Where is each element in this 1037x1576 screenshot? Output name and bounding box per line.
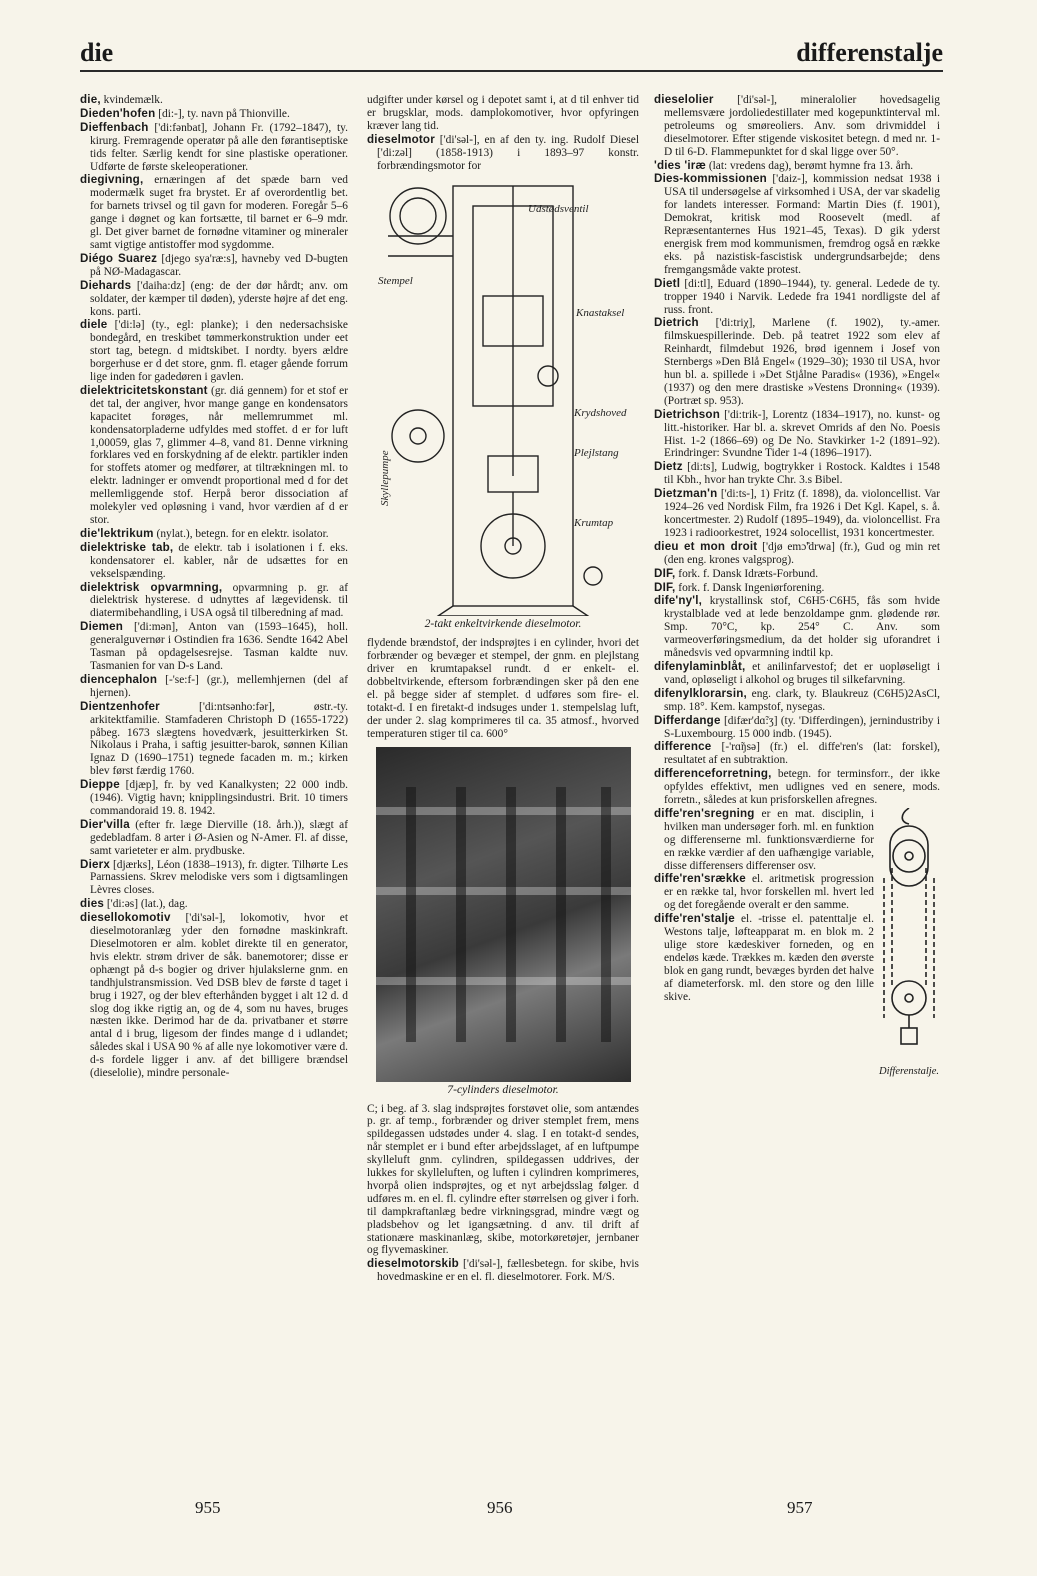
entry <box>654 582 940 595</box>
entry <box>80 912 348 1080</box>
headword: Diégo Suarez <box>80 251 158 265</box>
headword: dielektriske tab, <box>80 540 174 554</box>
entry <box>654 94 940 159</box>
entry <box>80 819 348 858</box>
headword: Dieden'hofen <box>80 106 156 120</box>
entry-body: (nylat.), betegn. for en elektr. isolator. <box>153 527 329 540</box>
headword: diffe'ren'stalje <box>654 912 735 926</box>
entry-body: [di:tl], Eduard (1890–1944), ty. general. Ledede de ty. tropper 1940 i Narvik. Ledede fra 1941 nordligste del af russ. front. <box>664 277 940 316</box>
entry <box>654 173 940 276</box>
entry-body: ['di:əs] (lat.), dag. <box>104 898 188 911</box>
entry-dieselmotorskib <box>367 1258 639 1284</box>
column-955 <box>80 94 348 1480</box>
headword: differenceforretning, <box>654 767 772 781</box>
entry-body: [djærks], Léon (1838–1913), fr. digter. Tilhørte Les Parnassiens. Skrev melodiske vers som i digtsamlingen Lèvres closes. <box>90 858 348 897</box>
entry-body: er en mat. disciplin, i hvilken man undersøger forh. ml. en funktion og differenserne ml. funktionsværdierne for en række værdier af den uafhængige variable, disse differensers differenser osv. <box>664 807 874 872</box>
entry <box>80 674 348 700</box>
figure-caption: Differenstalje. <box>879 1066 939 1078</box>
entry <box>80 542 348 581</box>
entry <box>80 701 348 778</box>
headword: dies <box>80 897 104 911</box>
entry <box>80 122 348 174</box>
entry-body: ['di:triχ], Marlene (f. 1902), ty.-amer. filmskuespillerinde. Deb. på teatret 1922 som elev af Reinhardt, filmdebut 1926, brød igennem i Josef von Sternbergs »Den Blå Engel« (1929–30); 1930 til USA, hvor hun bl. a. spillede i »Det Stjålne Paradis« (1936), »Engel« (1937) og den mere drastiske »Vestens Dronning« (1939). (Portræt sp. 953). <box>664 317 940 407</box>
entry <box>80 859 348 898</box>
headword: die'lektrikum <box>80 526 154 540</box>
headword: dife'ny'l, <box>654 594 703 608</box>
headword: Dietzman'n <box>654 487 718 501</box>
entry-body: [djæp], fr. by ved Kanalkysten; 22 000 indb. (1946). Vigtig havn; knipplingsindustri. Brit. 10 timers commandoraid 19. 8. 1942. <box>90 779 348 817</box>
entry-body: kvindemælk. <box>100 94 163 106</box>
label-plejlstang: Plejlstang <box>574 447 619 460</box>
entry <box>654 461 940 487</box>
entry-body: krystallinsk stof, C6H5·C6H5, fås som hvide krystalblade ved at lede benzoldampe gnm. glødende rør. Smp. 70°C, kp. 254° C. Anv. som varmeoverføringsmedium, da det holder sig uforandret i månedsvis ved opvarmning indtil kp. <box>664 595 940 660</box>
entry-body: betegn. for terminsforr., der ikke opfyldes effektivt, men udlignes ved en senere, mods. forretn., således at kun prisforskellen afregnes. <box>664 768 940 807</box>
entry-body: ['di'səl-], fællesbetegn. for skibe, hvis hovedmaskine er en el. fl. dieselmotorer. Fork. M/S. <box>377 1258 639 1284</box>
headword: diencephalon <box>80 672 158 686</box>
entry-body: ['djø emɔ̃'drwa] (fr.), Gud og min ret (den eng. krones valgsprog). <box>664 540 940 566</box>
label-knastaksel: Knastaksel <box>576 307 625 320</box>
column-957 <box>654 94 940 1480</box>
entry-body: ['di'səl-], lokomotiv, hvor et dieselmotoranlæg yder den fornødne maskinkraft. Dieselmotoren er alm. koblet direkte til en generator, hvis elektr. strøm driver de såk. banemotorer; disse er ophængt på d-s bogier og driver hjulakslerne gnm. en tandhjulstransmission. Ved DSB blev de første d taget i brug i 1927, og der blev efterhånden bygget i alt 12 d. d slog dog ikke rigtig an, og de 4, som nu haves, bruges næsten ikke. Derimod har de da. privatbaner et større antal d i brug, ligesom der findes mange d i udlandet; således skal i USA 90 % af alle nye lokomotiver være d. d-s fordele ligger i anv. af det billigere brændsel (dieselolie), mindre personale- <box>90 912 348 1080</box>
headword: 'dies 'iræ <box>654 158 706 172</box>
headword: DIF, <box>654 580 676 594</box>
entry-body: ernæringen af det spæde barn ved modermælk suget fra brystet. Er af overordentlig bet. for barnets trivsel og til gavn for moderen. Foregår 5–6 gange i døgnet og kan fortsætte, til barnet er 6–9 mdr. gl. Det giver barnet de fornødne vitaminer og mineraler samt vigtige antistoffer mod sygdomme. <box>90 174 348 251</box>
entry <box>80 779 348 818</box>
running-head-right: differenstalje <box>796 38 943 67</box>
figure-caption: 2-takt enkeltvirkende dieselmotor. <box>424 617 582 631</box>
entry <box>80 108 348 121</box>
entry-body: fork. f. Dansk Ingeniørforening. <box>675 581 825 594</box>
headword: dieselolier <box>654 94 714 106</box>
headword: diffe'ren'srække <box>654 872 746 886</box>
entry-body: el. -trisse el. patenttalje el. Westons talje, løfteapparat m. en blok m. 2 ulige store kædeskiver forneden, og en endeløs kæde. Trækkes m. kæden den øverste blok en gang rundt, bevæges byrden det halve af diameterforsk. ml. den store og den lille skive. <box>664 913 874 1003</box>
entry <box>80 174 348 251</box>
label-stempel: Stempel <box>378 275 413 288</box>
entry-body: ['di'səl-], mineralolier hovedsagelig mellemsvære jordoliedestillater med kogepunktinterval ml. petroleums og smøreoliers. Anv. som drivmiddel i dieselmotorer. Efter stigende viskositet betegn. d med nr. 1-D til 6-D. Flammepunktet for d skal ligge over 50°. <box>664 94 940 158</box>
entry-body: [djego sya'ræ:s], havneby ved D-bugten på NØ-Madagascar. <box>90 252 348 278</box>
entry-body: [di:-], ty. navn på Thionville. <box>155 107 290 120</box>
headword: Diemen <box>80 620 124 634</box>
entry-body: ['di:trik-], Lorentz (1834–1917), no. kunst- og litt.-historiker. Har bl. a. skrevet Omrids af den No. Poesis Hist. 1-2 (1866–69) og De No. Stavkirker 1-2 (1891–92). Erindringer: Svundne Tider 1-4 (1896–1917). <box>664 408 940 460</box>
headword: dielektrisk opvarmning, <box>80 580 223 594</box>
entry <box>80 280 348 319</box>
entry-body: ['di:mən], Anton van (1593–1645), holl. generalguvernør i Ostindien fra 1636. Sendte 1642 Abel Tasman på opdagelsesrejse. Tasman kaldte nuv. Tasmanien for van D-s Land. <box>90 621 348 672</box>
entry <box>80 582 348 621</box>
entry <box>80 253 348 279</box>
headword: Dietl <box>654 276 681 290</box>
headword: Diehards <box>80 278 132 292</box>
headword: Dientzenhofer <box>80 699 160 713</box>
entry <box>654 409 940 461</box>
label-krydshoved: Krydshoved <box>574 407 627 420</box>
entry <box>654 741 940 767</box>
headword: difenylklorarsin, <box>654 686 747 700</box>
headword: Dieppe <box>80 778 120 792</box>
headword: Dier'villa <box>80 817 130 831</box>
label-krumtap: Krumtap <box>574 517 614 530</box>
entry-body: ['di:lə] (ty., egl: planke); i den nedersachsiske bondegård, en treskibet tømmerkonstruktion under eet stort tag, betegn. d midtskibet. I nordty. byers ældre borgerhuse er d det store, gnm. fl. etager gående forrum lige inden for gadedøren i gavlen. <box>90 319 348 384</box>
entry-body: [-'se:f-] (gr.), mellemhjernen (del af hjernen). <box>90 673 348 699</box>
entry-body: [di:ts], Ludwig, bogtrykker i Rostock. Kaldtes i 1548 til Kbh., hvor han trykte Chr. 3.s Bibel. <box>664 461 940 487</box>
headword: Differdange <box>654 713 721 727</box>
figure-dieselmotor-diagram <box>367 176 639 631</box>
headword: Dietrich <box>654 316 699 330</box>
headword: difference <box>654 740 712 754</box>
entry-body: et anilinfarvestof; det er uopløseligt i vand, opløseligt i alkohol og bruges til silkefarvning. <box>664 660 940 686</box>
engine-photo <box>376 747 631 1082</box>
entry-body: [-'rɑ̃ŋsə] (fr.) el. diffe'ren's (lat: forskel), resultatet af en subtraktion. <box>664 741 940 767</box>
entry <box>80 385 348 527</box>
entry <box>80 94 348 107</box>
running-head-left: die <box>80 38 114 67</box>
entry <box>80 319 348 384</box>
entry-body: (efter fr. læge Dierville (18. årh.)), slægt af gedebladfam. 8 arter i Ø-Asien og N-Amer. Fl. af disse, samt varieteter er alm. prydbuske. <box>90 818 348 857</box>
entry-body: ['di'səl-], en af den ty. ing. Rudolf Diesel ['di:zəl] (1858-1913) i 1893–97 konstr. forbrændingsmotor for <box>377 133 639 172</box>
dieselmotor-text-cont: C; i beg. af 3. slag indsprøjtes forstøvet olie, som antændes p. gr. af temp., forbrænder og driver stemplet frem, mens spildegassen udstødes under 4. slag. I en totakt-d sendes, når stemplet er i bund efter arbejdsslaget, af en luftpumpe skylleluft gnm. cylindren, spildegassen uddrives, der lukkes for skylleluften, og luften i cylindren komprimeres, hvorpå olien indsprøjtes, og et nyt arbejdsslag følger. d udføres m. en el. fl. cylindre efter størrelsen og giver i forh. til dampkraftanlæg bedre virkningsgrad, mindre vægt og pladsbehov og let igangsætning. d anv. til drift af stationære maskinanlæg, skibe, motorkøretøjer, jernbaner og flyvemaskiner. <box>367 1102 639 1257</box>
page-number: 956 <box>487 1498 513 1517</box>
column-956 <box>367 94 639 1480</box>
entry <box>654 568 940 581</box>
page-number: 957 <box>787 1498 813 1517</box>
figure-7-cylinder-photo <box>367 747 639 1097</box>
headword: Dieffenbach <box>80 120 149 134</box>
header-rule <box>80 70 943 72</box>
headword: dieselmotorskib <box>367 1257 459 1271</box>
entry-body: ['di:ntsənho:fər], østr.-ty. arkitektfamilie. Stamfaderen Christoph D (1655-1722) påbeg. 1673 slægtens hovedværk, jesuitterkirken St. Nikolaus i Praha, i saftig jesuitter-barok, sønnen Kilian Ignaz D (1690–1751) tegnede facaden m. m.; kirken blev først færdig 1760. <box>90 700 348 778</box>
headword: Dierx <box>80 857 111 871</box>
entry <box>654 488 940 540</box>
headword: Dietz <box>654 460 683 474</box>
headword: Dietrichson <box>654 407 720 421</box>
entry <box>654 688 940 714</box>
entry <box>654 160 940 173</box>
entry <box>654 715 940 741</box>
entry-body: (gr. diá gennem) for et stof er det tal, der angiver, hvor mange gange en kondensators kapacitet forøges, når mellemrummet ml. kondensatorpladerne udfyldes med stoffet. d er for luft 1,00059, glas 7, glimmer 4–8, vand 81. Denne virkning forklares ved en forskydning af de elektr. partikler inden for stoffets atomer og medfører, at tiltrækningen ml. to elektr. ladninger er omvendt proportional med d for det mellemliggende stof. Herpå beror dissociation af molekyler ved opløsning i vand, hvor værdien af d er stor. <box>90 384 348 526</box>
entry-body: ['daiz-], kommission nedsat 1938 i USA til undersøgelse af virksomhed i USA, der var skadelig for landets interesser. Formand: Martin Dies (f. 1901), Demokrat, kritisk mod Roosevelt (medl. af Repræsentanternes Hus 1921–45, Texas). D gik yderst energisk frem mod kommunismen, fremdrog også en række eks. på nazistisk-fascistisk undergrundsarbejde; dens fremgangsmåde vakte protest. <box>664 173 940 276</box>
entry-body: [difær'dɑ̃:ʒ] (ty. 'Differdingen), jernindustriby i S-Luxembourg. 15 000 indb. (1945). <box>664 714 940 740</box>
entry-body: eng. clark, ty. Blaukreuz (C6H5)2AsCl, smp. 18°. Kem. kampstof, nysegas. <box>664 687 940 713</box>
entry-body: ['di:fənbat], Johann Fr. (1792–1847), ty. kirurg. Fremragende operatør på alle den førantiseptiske tids felter. Særlig kendt for sine plastiske operationer. Udførte de første skeleoperationer. <box>90 121 348 173</box>
entry <box>654 768 940 807</box>
entry-body: de elektr. tab i isolationen i f. eks. kondensatorer el. kabler, når de udsættes for en vekselspænding. <box>90 541 348 580</box>
headword: dielektricitetskonstant <box>80 383 208 397</box>
entry <box>654 595 940 660</box>
entry-dieselmotor <box>367 134 639 173</box>
entry <box>80 898 348 911</box>
label-udstodsventil: Udstødsventil <box>528 203 589 216</box>
headword: die, <box>80 94 101 106</box>
figure-differenstalje <box>878 808 940 1078</box>
entry-body: ['daiha:dz] (eng: de der dør hårdt; anv. om soldater, der kæmper til døden), yderste højre af det eng. kons. parti. <box>90 279 348 318</box>
entry <box>80 621 348 673</box>
entry <box>654 317 940 407</box>
headword: diffe'ren'sregning <box>654 806 755 820</box>
headword: diele <box>80 318 108 332</box>
entry <box>80 528 348 541</box>
entry <box>654 541 940 567</box>
headword: dieu et mon droit <box>654 539 758 553</box>
entry <box>654 278 940 317</box>
figure-caption: 7-cylinders dieselmotor. <box>447 1082 559 1096</box>
headword: DIF, <box>654 566 676 580</box>
dieselmotor-text: flydende brændstof, der indsprøjtes i en cylinder, hvori det forbrænder og bevæger et stempel, der gnm. en plejlstang driver en krumtapaksel rundt. d er enkelt- el. dobbeltvirkende, eftersom forbrændingen sker på den ene el. på begge sider af stemplet. d udføres som fire- el. totakt-d. I en firetakt-d indsuges under 1. stempelslag luft, der under 2. slag komprimeres til ca. 35 atmosf., hvorved temperaturen stiger til ca. 600° <box>367 637 639 740</box>
entry-body: el. aritmetisk progression er en række tal, hvor forskellen ml. hvert led og det foregående overalt er den samme. <box>664 873 874 912</box>
headword: diegivning, <box>80 173 144 187</box>
entry-body: fork. f. Dansk Idræts-Forbund. <box>675 567 819 580</box>
label-skyllepumpe: Skyllepumpe <box>379 450 391 507</box>
entry-body: ['di:ts-], 1) Fritz (f. 1898), da. violoncellist. Var 1924–26 ved Nordisk Film, fra 1926 i Det Kgl. Kapel, s. å. koncertmester. 2) Rudolf (1895–1949), da. violoncellist. Fra 1923 i radioorkestret, 1924 solocellist, 1931 koncertmester. <box>664 488 940 539</box>
headword: diesellokomotiv <box>80 911 171 925</box>
headword: difenylaminblåt, <box>654 659 746 673</box>
headword: dieselmotor <box>367 132 435 146</box>
page-number: 955 <box>195 1498 221 1517</box>
continued-text: udgifter under kørsel og i depotet samt i, at d til enhver tid er brugsklar, mods. damplokomotiver, hvor opfyringen kræver lang tid. <box>367 94 639 132</box>
entry <box>654 661 940 687</box>
headword: Dies-kommissionen <box>654 172 767 186</box>
entry-body: opvarmning p. gr. af dielektrisk hysterese. d udnyttes af lægevidensk. til diatermibehandling, i USA også til tilberedning af mad. <box>90 581 348 620</box>
entry-body: (lat: vredens dag), berømt hymne fra 13. årh. <box>705 159 914 172</box>
